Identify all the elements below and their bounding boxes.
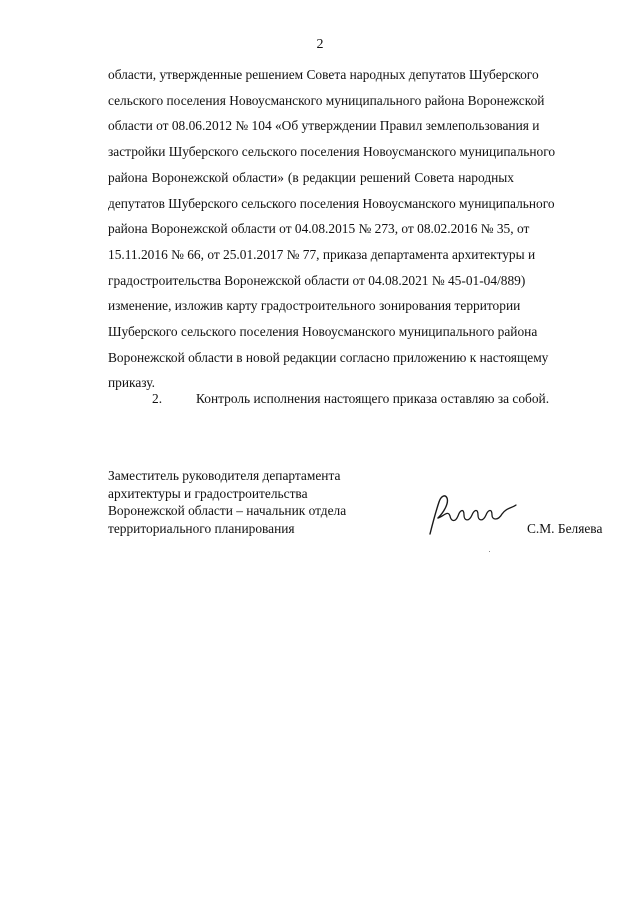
paragraph-line: приказу. [108,375,155,391]
paragraph-line: области, утвержденные решением Совета народных депутатов Шуберского [108,67,539,82]
paragraph-line: района Воронежской области» (в редакции решений Совета народных [108,169,514,185]
paragraph-line: депутатов Шуберского сельского поселения Новоусманского муниципального [108,195,555,211]
signatory-name: С.М. Беляева [527,521,603,536]
signatory-title-line: Заместитель руководителя департамента [108,468,341,483]
paragraph-line: сельского поселения Новоусманского муниципального района Воронежской [108,92,545,108]
paragraph-line: Шуберского сельского поселения Новоусманского муниципального района [108,324,538,340]
handwritten-signature [426,488,518,538]
paragraph-line: района Воронежской области от 04.08.2015 № 273, от 08.02.2016 № 35, от [108,221,530,237]
paragraph-line: градостроительства Воронежской области от 04.08.2021 № 45-01-04/889) [108,272,526,288]
paragraph-line: изменение, изложив карту градостроительного зонирования территории [108,298,521,314]
main-paragraph [108,62,556,396]
list-item-text: Контроль исполнения настоящего приказа оставляю за собой. [196,391,550,406]
paragraph-line: Воронежской области в новой редакции согласно приложению к настоящему [108,349,549,365]
list-item-2 [152,391,549,407]
signatory-title [108,467,346,537]
signatory-title-line: территориального планирования [108,520,295,536]
paragraph-line: застройки Шуберского сельского поселения Новоусманского муниципального [108,144,556,160]
paragraph-line: области от 08.06.2012 № 104 «Об утверждении Правил землепользования и [108,118,540,134]
signatory-title-line: Воронежской области – начальник отдела [108,503,347,518]
page-number: 2 [316,37,324,52]
scan-speck [489,551,490,552]
paragraph-line: 15.11.2016 № 66, от 25.01.2017 № 77, приказа департамента архитектуры и [108,246,536,262]
list-item-number: 2. [152,391,163,406]
signatory-title-line: архитектуры и градостроительства [108,485,308,501]
